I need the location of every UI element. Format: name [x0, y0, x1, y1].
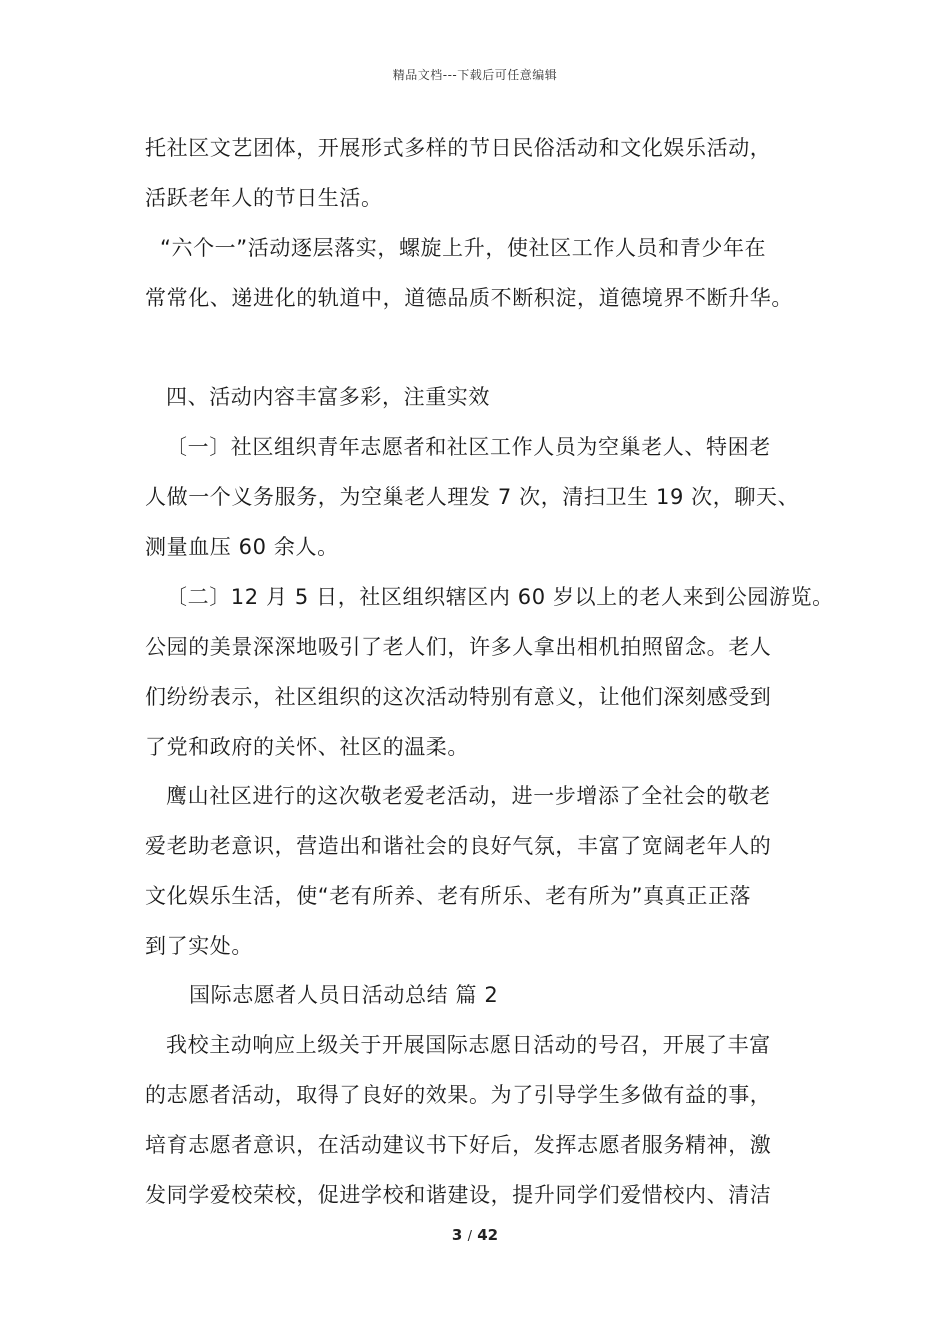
text-line: 托社区文艺团体，开展形式多样的节日民俗活动和文化娱乐活动，: [145, 136, 772, 160]
text-line: 〔一〕社区组织青年志愿者和社区工作人员为空巢老人、特困老: [166, 435, 771, 459]
text-line: 常常化、递进化的轨道中，道德品质不断积淀，道德境界不断升华。: [145, 286, 793, 310]
text-line: 〔二〕12 月 5 日，社区组织辖区内 60 岁以上的老人来到公园游览。: [166, 585, 834, 609]
text-line: 了党和政府的关怀、社区的温柔。: [145, 735, 469, 759]
text-line: 发同学爱校荣校，促进学校和谐建设，提升同学们爱惜校内、清洁: [145, 1183, 772, 1207]
text-line: 公园的美景深深地吸引了老人们，许多人拿出相机拍照留念。老人: [145, 635, 772, 659]
article-title: 国际志愿者人员日活动总结 篇 2: [189, 983, 499, 1007]
text-line: 人做一个义务服务，为空巢老人理发 7 次，清扫卫生 19 次，聊天、: [145, 485, 800, 509]
text-line: 活跃老年人的节日生活。: [145, 186, 383, 210]
current-page: 3: [451, 1226, 463, 1244]
section-heading: 四、活动内容丰富多彩，注重实效: [166, 385, 490, 409]
text-line: 我校主动响应上级关于开展国际志愿日活动的号召，开展了丰富: [166, 1033, 771, 1057]
text-line: 爱老助老意识，营造出和谐社会的良好气氛，丰富了宽阔老年人的: [145, 834, 772, 858]
page-separator: /: [467, 1229, 472, 1244]
text-line: 培育志愿者意识，在活动建议书下好后，发挥志愿者服务精神，激: [145, 1133, 772, 1157]
text-line: 测量血压 60 余人。: [145, 535, 339, 559]
total-pages: 42: [477, 1226, 499, 1244]
page-header: 精品文档---下载后可任意编辑: [392, 68, 558, 82]
page-number: [0, 1226, 950, 1244]
text-line: 的志愿者活动，取得了良好的效果。为了引导学生多做有益的事，: [145, 1083, 772, 1107]
text-line: 到了实处。: [145, 934, 253, 958]
text-line: 鹰山社区进行的这次敬老爱老活动，进一步增添了全社会的敬老: [166, 784, 771, 808]
text-line: “六个一”活动逐层落实，螺旋上升，使社区工作人员和青少年在: [160, 236, 767, 260]
text-line: 们纷纷表示，社区组织的这次活动特别有意义，让他们深刻感受到: [145, 685, 772, 709]
text-line: 文化娱乐生活，使“老有所养、老有所乐、老有所为”真真正正落: [145, 884, 752, 908]
